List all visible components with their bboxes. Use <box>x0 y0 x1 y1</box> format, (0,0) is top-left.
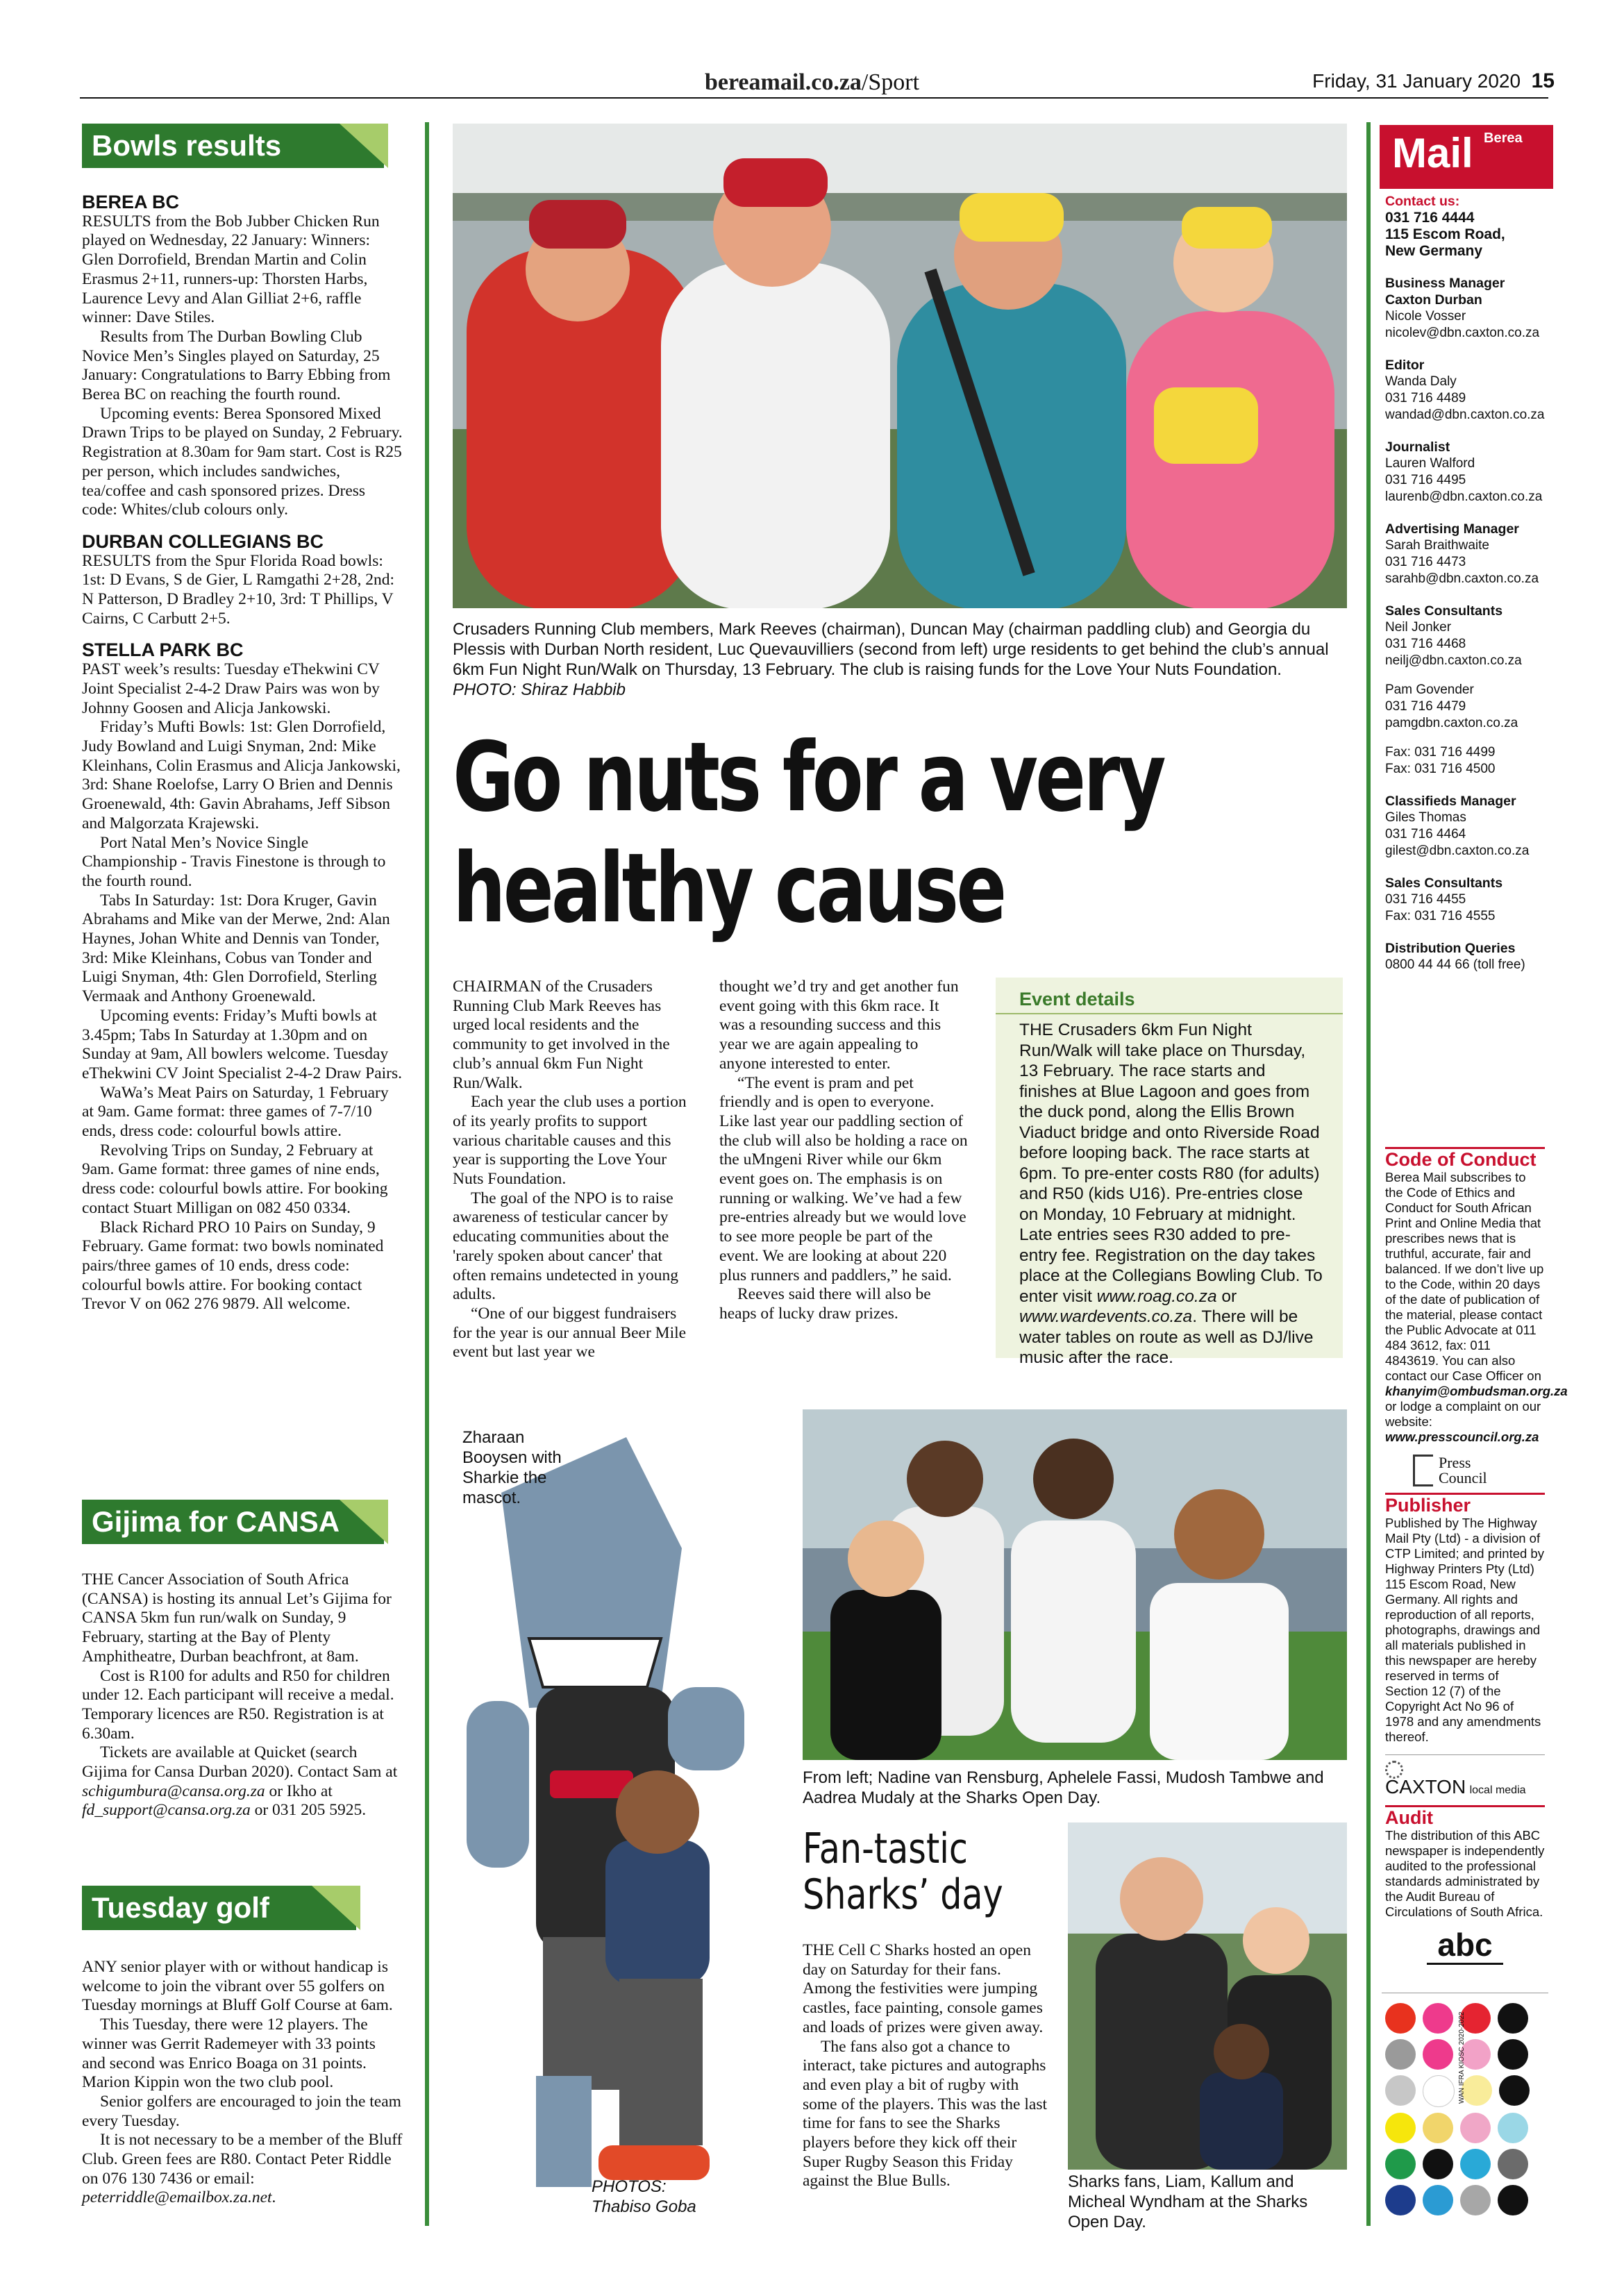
paragraph: THE Cell C Sharks hosted an open day on Saturday for their fans. Among the festivities were jumping castles, face painting, console games and loads of prizes were given away. <box>803 1941 1044 2036</box>
color-swatch <box>1423 2039 1453 2070</box>
color-swatch <box>1385 2185 1416 2215</box>
staff-detail: 031 716 4473 <box>1385 555 1466 569</box>
publisher-title: Publisher <box>1385 1495 1471 1516</box>
staff-role: Distribution Queries <box>1385 941 1516 956</box>
paragraph: Senior golfers are encouraged to join the team every Tuesday. <box>82 2092 401 2130</box>
text: or Ikho at <box>269 1782 333 1800</box>
paragraph: Upcoming events: Friday’s Mufti bowls at 3.45pm; Tabs In Saturday at 1.30pm and on Sunday at 9am, All bowlers welcome. Tuesday eThekwini CV Joint Specialist 2-4-2 Draw Pairs. <box>82 1006 403 1082</box>
left-column-rule <box>425 122 429 2226</box>
conduct-title: Code of Conduct <box>1385 1149 1537 1170</box>
staff-email: pamgdbn.caxton.co.za <box>1385 716 1518 730</box>
color-swatch <box>1460 2149 1491 2179</box>
paragraph: The goal of the NPO is to raise awareness of testicular cancer by educating communities about the 'rarely spoken about cancer' that often remains undetected in young adults. <box>453 1189 678 1304</box>
paragraph <box>82 2131 403 2208</box>
color-swatch <box>1385 2149 1416 2179</box>
event-link[interactable]: www.wardevents.co.za <box>1019 1307 1193 1326</box>
cansa-article <box>82 1570 403 1820</box>
players-photo-image <box>803 1409 1347 1760</box>
text: It is not necessary to be a member of the Bluff Club. Green fees are R80. Contact Peter Riddle on 076 130 7436 or email: <box>82 2131 403 2188</box>
cansa-banner <box>82 1500 384 1544</box>
color-swatch <box>1385 2075 1416 2106</box>
staff-detail: 031 716 4468 <box>1385 637 1466 651</box>
banner-accent <box>340 1500 388 1544</box>
right-column-rule <box>1366 122 1371 2226</box>
banner-accent <box>312 1886 360 1930</box>
staff-email[interactable]: sarahb@dbn.caxton.co.za <box>1385 571 1539 586</box>
text: Berea Mail subscribes to the Code of Ethics and Conduct for South African Print and Online Media that prescribes news that is truthful, accurate, fair and balanced. If we don’t live up to the Code, within 20 days of the date of publication of the material, please contact the Public Advocate at 011 484 3612, fax: 011 4843619. You can also contact our Case Officer on <box>1385 1170 1544 1383</box>
paragraph: ANY senior player with or without handicap is welcome to join the vibrant over 55 golfers on Tuesday mornings at Bluff Golf Course at 6am. <box>82 1958 393 2015</box>
color-swatch <box>1385 2039 1416 2070</box>
color-swatch <box>1423 2003 1453 2034</box>
paragraph: “One of our biggest fundraisers for the year is our annual Beer Mile event but last year we <box>453 1304 687 1361</box>
sharks-title-line-2: Sharks’ day <box>803 1870 1003 1919</box>
crusaders-photo <box>453 124 1347 608</box>
staff-entry <box>1385 521 1545 587</box>
paragraph: Each year the club uses a portion of its yearly profits to support various charitable causes and this year is supporting the Love Your Nuts Foundation. <box>453 1093 687 1189</box>
cansa-banner-title: Gijima for CANSA <box>92 1505 340 1538</box>
bowls-banner-title: Bowls results <box>92 129 282 162</box>
staff-role: Caxton Durban <box>1385 292 1482 308</box>
conduct-text <box>1385 1170 1568 1445</box>
staff-entry <box>1385 793 1545 860</box>
paragraph: Upcoming events: Berea Sponsored Mixed Drawn Trips to be played on Sunday, 2 February. Registration at 8.30am for 9am start. Cost is R25 per person, which includes sandwiches, tea/coffee and cash sponsored prizes. Dress code: Whites/club colours only. <box>82 404 403 519</box>
text: or 031 205 5925. <box>254 1801 367 1820</box>
staff-detail: Fax: 031 716 4500 <box>1385 762 1496 776</box>
contact-address: 115 Escom Road, <box>1385 226 1505 242</box>
audit-text: The distribution of this ABC newspaper is independently audited to the professional standards administrated by the Audit Bureau of Circulations of South Africa. <box>1385 1828 1545 1919</box>
contact-phone: 031 716 4444 <box>1385 210 1475 226</box>
print-mark <box>1458 2012 1466 2104</box>
staff-role: Classifieds Manager <box>1385 794 1516 809</box>
text: or <box>1221 1287 1237 1306</box>
text: . <box>271 2188 276 2207</box>
staff-detail: 031 716 4464 <box>1385 827 1466 841</box>
color-swatch <box>1460 2185 1491 2215</box>
staff-detail: Pam Govender <box>1385 682 1474 697</box>
staff-entry <box>1385 275 1545 342</box>
swatch-row <box>1385 2185 1545 2215</box>
staff-detail: Sarah Braithwaite <box>1385 538 1489 553</box>
staff-entry <box>1385 875 1545 925</box>
paragraph <box>82 1743 403 1820</box>
staff-role: Business Manager <box>1385 276 1505 291</box>
club-heading-collegians: DURBAN COLLEGIANS BC <box>82 530 324 552</box>
event-details-title: Event details <box>996 978 1343 1014</box>
audit <box>1385 1805 1545 1965</box>
page-number: 15 <box>1531 69 1555 92</box>
press-council-text <box>1439 1455 1487 1486</box>
staff-detail: 031 716 4455 <box>1385 892 1466 907</box>
staff-detail: 031 716 4479 <box>1385 699 1466 714</box>
color-swatch <box>1423 2149 1453 2179</box>
paragraph: “The event is pram and pet friendly and is open to everyone. Like last year our paddling section of the club will also be holding a race on the uMngeni River while our 6km event goes on. The emphasis is on running or walking. We’ve had a few pre-entries already but we would love to see more people be part of the event. We are looking at about 220 plus runners and paddlers,” he said. <box>719 1073 968 1284</box>
staff-list <box>1385 275 1545 973</box>
email-link[interactable]: fd_support@cansa.org.za <box>82 1801 251 1820</box>
staff-role: Editor <box>1385 358 1425 373</box>
paragraph: RESULTS from the Bob Jubber Chicken Run played on Wednesday, 22 January: Winners: Glen Dorrofield, Brendan Martin and Colin Erasmus 2+11, runners-up: Thorsten Harbs, Laurence Levy and Alan Gilliat 2+6, raffle winner: Dave Stiles. <box>82 212 380 327</box>
staff-email[interactable]: laurenb@dbn.caxton.co.za <box>1385 489 1543 504</box>
staff-detail: Fax: 031 716 4555 <box>1385 909 1496 923</box>
article-col-2 <box>719 978 968 1324</box>
press-council-logo <box>1413 1455 1545 1486</box>
staff-entry <box>1385 603 1545 778</box>
code-of-conduct <box>1385 1147 1568 1486</box>
staff-detail <box>1385 669 1545 682</box>
staff-entry <box>1385 940 1545 973</box>
paragraph: Tabs In Saturday: 1st: Dora Kruger, Gavin Abrahams and Mike van der Merwe, 2nd: Alan Haynes, Johan White and Dennis van Tonder, 3rd: Mike Kleinhans, Cobus van Tonder and Luigi Snyman, 4th: Glen Dorrofield, Sterling Vermaak and Anthony Groenewald. <box>82 891 390 1006</box>
header-rule <box>80 97 1548 99</box>
section-name: /Sport <box>861 69 920 95</box>
mascot-photo <box>453 1409 779 2229</box>
staff-email[interactable]: gilest@dbn.caxton.co.za <box>1385 844 1530 858</box>
abc-logo: abc <box>1427 1927 1503 1965</box>
banner-accent <box>340 124 388 168</box>
photo-credit: PHOTO: Shiraz Habbib <box>453 680 626 699</box>
event-details-text <box>996 1020 1343 1368</box>
golf-banner <box>82 1886 356 1930</box>
color-swatch <box>1499 2075 1530 2106</box>
golf-banner-title: Tuesday golf <box>92 1891 269 1924</box>
bowls-banner <box>82 124 384 168</box>
audit-title: Audit <box>1385 1807 1433 1828</box>
staff-email[interactable]: nicolev@dbn.caxton.co.za <box>1385 326 1540 340</box>
paragraph: Cost is R100 for adults and R50 for children under 12. Each participant will receive a medal. Temporary licences are R50. Registration is at 6.30am. <box>82 1666 394 1743</box>
event-link[interactable]: www.roag.co.za <box>1096 1287 1217 1306</box>
crusaders-photo-image <box>453 124 1347 608</box>
staff-detail: 031 716 4489 <box>1385 391 1466 405</box>
swatch-row <box>1385 2113 1545 2143</box>
email-link[interactable]: peterriddle@emailbox.za.net <box>82 2188 272 2207</box>
paragraph: WaWa’s Meat Pairs on Saturday, 1 February at 9am. Game format: three games of 7-7/10 ends, dress code: colourful bowls attire. <box>82 1083 389 1141</box>
paragraph: The fans also got a chance to interact, take pictures and autographs and even play a bit of rugby with some of the players. This was the last time for fans to see the Sharks players before they kick off their Super Rugby Season this Friday against the Blue Bulls. <box>803 2037 1047 2190</box>
staff-entry <box>1385 357 1545 424</box>
color-swatch <box>1423 2075 1455 2107</box>
sharks-article <box>803 1941 1050 2191</box>
caxton-logo <box>1385 1754 1545 1799</box>
contact-label: Contact us: <box>1385 194 1460 209</box>
staff-role: Advertising Manager <box>1385 521 1519 537</box>
staff-role: Sales Consultants <box>1385 603 1503 619</box>
color-swatch <box>1423 2113 1453 2143</box>
headline-line-1: Go nuts for a very <box>453 721 1164 833</box>
web-link[interactable]: www.presscouncil.org.za <box>1385 1430 1539 1444</box>
staff-detail: Giles Thomas <box>1385 810 1466 825</box>
publisher <box>1385 1493 1545 1799</box>
paragraph: Port Natal Men’s Novice Single Championship - Travis Finestone is through to the fourth round. <box>82 833 386 890</box>
paragraph: PAST week’s results: Tuesday eThekwini CV Joint Specialist 2-4-2 Draw Pairs was won by Johnny Goosen and Alicja Jankowski. <box>82 660 380 717</box>
page-header-date <box>1312 69 1555 93</box>
staff-detail: Lauren Walford <box>1385 456 1475 471</box>
paragraph: RESULTS from the Spur Florida Road bowls: 1st: D Evans, S de Gier, L Ramgathi 2+28, 2nd: N Patterson, D Bradley 2+10, 3rd: T Phillips, V Cairns, C Carbutt 2+5. <box>82 551 395 628</box>
sharks-title-line-1: Fan-tastic <box>803 1825 968 1873</box>
photos-credit: PHOTOS: Thabiso Goba <box>592 2177 696 2216</box>
bowls-article <box>82 193 403 1314</box>
color-swatch <box>1498 2113 1528 2143</box>
caxton-text: CAXTON <box>1385 1776 1466 1798</box>
text: THE Crusaders 6km Fun Night Run/Walk will take place on Thursday, 13 February. The race starts and finishes at Blue Lagoon and goes from the duck pond, along the Ellis Brown Viaduct bridge and onto Riverside Road before looping back. The race starts at 6pm. To pre-enter costs R80 (for adults) and R50 (kids U16). Pre-entries close on Monday, 10 February at midnight. Late entries sees R30 added to pre-entry fee. Registration on the day takes place at the Collegians Bowling Club. To enter visit <box>1019 1021 1323 1306</box>
staff-detail: Neil Jonker <box>1385 620 1452 635</box>
mascot-caption: Zharaan Booysen with Sharkie the mascot. <box>462 1428 562 1507</box>
text: WAN IFRA <box>1458 2070 1466 2104</box>
event-details-box <box>996 978 1343 1367</box>
paragraph: Results from The Durban Bowling Club Novice Men’s Singles played on Saturday, 25 January: Congratulations to Barry Ebbing from Berea BC on reaching the fourth round. <box>82 327 391 404</box>
fans-photo-image <box>1068 1822 1347 2170</box>
sidebar-contact <box>1385 193 1545 973</box>
staff-detail: 0800 44 44 66 (toll free) <box>1385 957 1525 972</box>
color-swatch <box>1385 2113 1416 2143</box>
berea-mail-logo <box>1380 125 1553 189</box>
paragraph: Black Richard PRO 10 Pairs on Sunday, 9 February. Game format: two bowls nominated pairs/three games of 10 ends, dress code: colourful bowls attire. For booking contact Trevor V on 062 276 9879. All welcome. <box>82 1218 384 1314</box>
color-swatch <box>1498 2149 1528 2179</box>
text: . There will be water tables on route as well as DJ/live music after the race. <box>1019 1307 1314 1367</box>
staff-role: Journalist <box>1385 439 1450 455</box>
crusaders-caption <box>453 619 1347 700</box>
staff-detail: Nicole Vosser <box>1385 309 1466 324</box>
color-swatch <box>1460 2113 1491 2143</box>
color-swatch <box>1498 2185 1528 2215</box>
paragraph: Revolving Trips on Sunday, 2 February at 9am. Game format: three games of nine ends, dress code: colourful bowls attire. For booking contact Stuart Milligan on 082 450 0334. <box>82 1141 388 1217</box>
press-council-icon <box>1413 1455 1433 1486</box>
email-link[interactable]: schigumbura@cansa.org.za <box>82 1782 265 1800</box>
staff-entry <box>1385 439 1545 505</box>
text: Council <box>1439 1469 1487 1486</box>
contact-address: New Germany <box>1385 243 1483 259</box>
paragraph: Friday’s Mufti Bowls: 1st: Glen Dorrofield, Judy Bowland and Luigi Snyman, 2nd: Mike Kleinhans, Colin Erasmus and Alicja Jankowski, 3rd: Shane Roelofse, Larry O Brien and Dennis Groenewald, 4th: Gavin Abrahams, Jeff Sibson and Malgorzata Krajewski. <box>82 718 401 832</box>
fans-photo <box>1068 1822 1347 2170</box>
staff-role: Sales Consultants <box>1385 875 1503 891</box>
text: or lodge a complaint on our website: <box>1385 1399 1541 1429</box>
email-link[interactable]: khanyim@ombudsman.org.za <box>1385 1384 1568 1398</box>
paragraph: Reeves said there will also be heaps of lucky draw prizes. <box>719 1285 931 1323</box>
color-swatch <box>1423 2185 1453 2215</box>
staff-detail: 031 716 4495 <box>1385 473 1466 487</box>
color-swatch <box>1498 2039 1528 2070</box>
color-swatch <box>1462 2075 1492 2106</box>
paragraph: CHAIRMAN of the Crusaders Running Club Mark Reeves has urged local residents and the community to get involved in the club’s annual 6km Fun Night Run/Walk. <box>453 978 670 1092</box>
text: KIOSC 2020-2022 <box>1458 2011 1466 2069</box>
staff-email[interactable]: neilj@dbn.caxton.co.za <box>1385 653 1522 668</box>
fans-caption: Sharks fans, Liam, Kallum and Micheal Wyndham at the Sharks Open Day. <box>1068 2172 1308 2231</box>
headline-line-2: healthy cause <box>453 832 1005 944</box>
players-caption: From left; Nadine van Rensburg, Aphelele Fassi, Mudosh Tambwe and Aadrea Mudaly at the Sharks Open Day. <box>803 1768 1324 1807</box>
staff-detail <box>1385 732 1545 744</box>
swatch-row <box>1385 2149 1545 2179</box>
issue-date: Friday, 31 January 2020 <box>1312 70 1521 92</box>
color-swatch <box>1385 2003 1416 2034</box>
caption-text: Crusaders Running Club members, Mark Reeves (chairman), Duncan May (chairman paddling club) and Georgia du Plessis with Durban North resident, Luc Quevauvilliers (second from left) urge residents to get behind the club’s annual 6km Fun Night Run/Walk on Thursday, 13 February. The club is raising funds for the Love Your Nuts Foundation. <box>453 620 1329 679</box>
logo-mail-text: Mail <box>1392 130 1473 176</box>
staff-detail: Fax: 031 716 4499 <box>1385 745 1496 760</box>
staff-detail: Wanda Daly <box>1385 374 1457 389</box>
club-heading-berea: BEREA BC <box>82 192 180 212</box>
article-col-1 <box>453 978 697 1362</box>
players-photo <box>803 1409 1347 1760</box>
site-url: bereamail.co.za <box>704 69 862 95</box>
publisher-text: Published by The Highway Mail Pty (Ltd) - a division of CTP Limited; and printed by Highway Printers Pty (Ltd) 115 Escom Road, New Germany. All rights and reproduction of all reports, photographs, drawings and all materials published in this newspaper are hereby reserved in terms of Section 12 (7) of the Copyright Act No 96 of 1978 and any amendments thereof. <box>1385 1516 1544 1744</box>
mascot-photo-image <box>453 1409 779 2229</box>
club-heading-stella-park: STELLA PARK BC <box>82 639 244 661</box>
paragraph: THE Cancer Association of South Africa (CANSA) is hosting its annual Let’s Gijima for CANSA 5km fun run/walk on Sunday, 9 February, starting at the Bay of Plenty Amphitheatre, Durban beachfront, at 8am. <box>82 1570 392 1666</box>
paragraph: This Tuesday, there were 12 players. The winner was Gerrit Rademeyer with 33 points and second was Enrico Boaga on 31 points. Marion Kippin won the two club pool. <box>82 2016 376 2092</box>
color-swatch <box>1498 2003 1528 2034</box>
paragraph: thought we’d try and get another fun event going with this 6km race. It was a resounding success and this year we are again appealing to anyone interested to enter. <box>719 978 959 1073</box>
text: Press <box>1439 1454 1471 1471</box>
golf-article <box>82 1958 403 2208</box>
staff-email[interactable]: wandad@dbn.caxton.co.za <box>1385 408 1545 422</box>
logo-berea-text: Berea <box>1484 131 1523 146</box>
tickets-text: Tickets are available at Quicket (search Gijima for Cansa Durban 2020). Contact Sam at <box>82 1743 398 1782</box>
caxton-sub: local media <box>1469 1784 1526 1796</box>
